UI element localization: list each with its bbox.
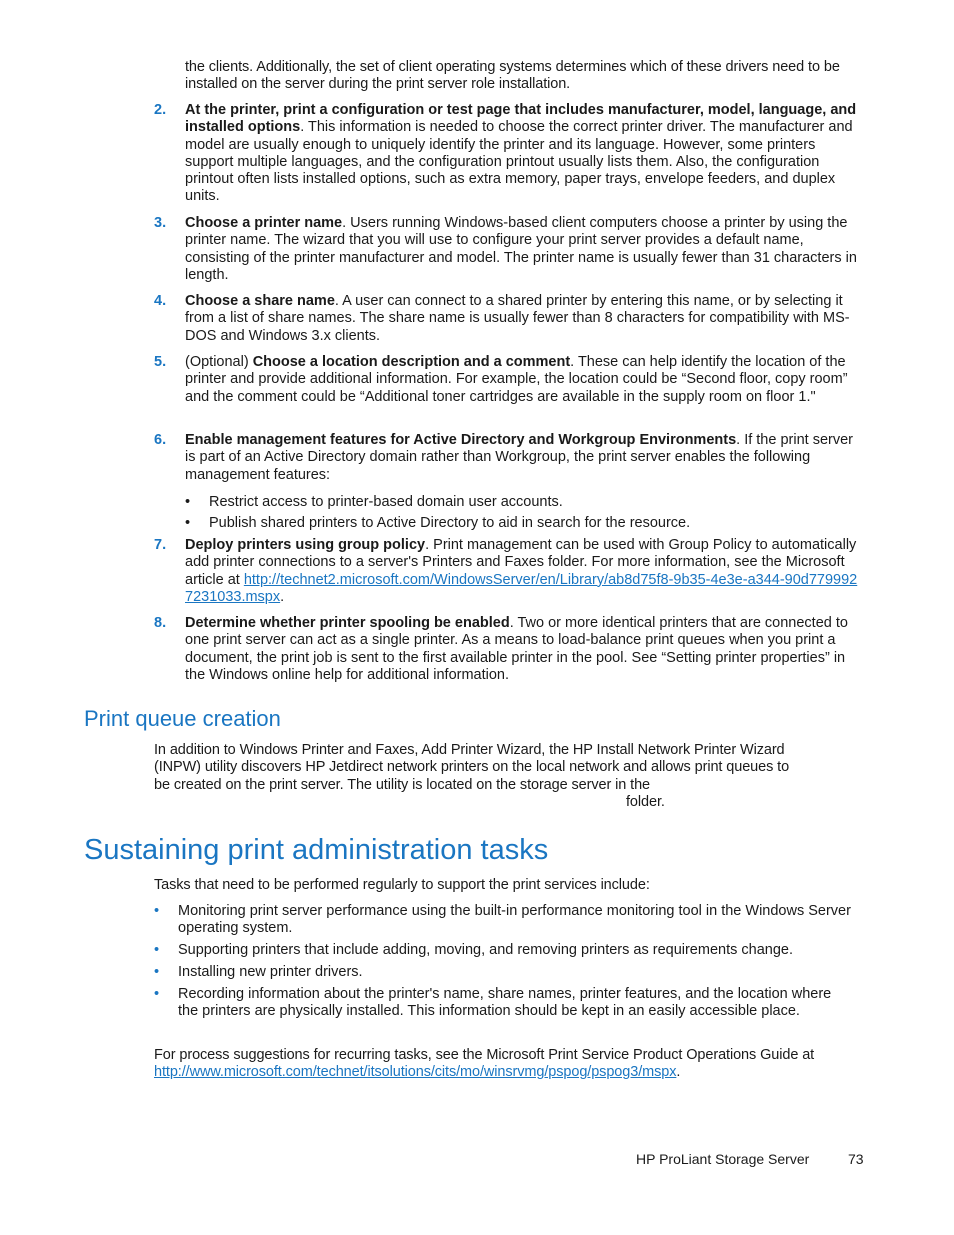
step-number: 5. — [154, 354, 167, 370]
page-heading: Sustaining print administration tasks — [84, 834, 549, 866]
step-text: . Print management can be used with Group Policy to automatically add printer connections to a server's Printers and Faxes folder. For more information, see the Microsoft article at — [185, 537, 857, 588]
step-text: . A user can connect to a shared printer by entering this name, or by selecting it from a list of share names. The share name is usually fewer than 8 characters for compatibility with MS-DOS and Windows 3.x clients. — [185, 293, 850, 344]
bullet-icon: • — [154, 986, 160, 1002]
bullet-item: • Publish shared printers to Active Directory to aid in search for the resource. — [185, 515, 691, 531]
step-prefix: (Optional) — [185, 354, 253, 370]
list-item: • Supporting printers that include adding, moving, and removing printers as requirements change. — [154, 942, 793, 958]
step-text: . If the print server is part of an Active Directory domain rather than Workgroup, the print server enables the following management features: — [185, 432, 853, 483]
closing-paragraph: For process suggestions for recurring tasks, see the Microsoft Print Service Product Operations Guide at http://www.microsoft.com/technet/itsolutions/cits/mo/winsrvmg/pspog/pspog3/mspx. — [154, 1047, 815, 1081]
step-heading: Choose a share name — [185, 293, 335, 309]
step-number: 4. — [154, 293, 167, 309]
page-number: 73 — [848, 1151, 864, 1167]
step-text: . Two or more identical printers that are connected to one print server can act as a single printer. As a means to load-balance print queues when you print a document, the print job is sent to the first available printer in the pool. See “Setting printer properties” in the Windows online help for additional information. — [185, 615, 848, 683]
step-heading: Deploy printers using group policy — [185, 537, 426, 553]
technet-article-link[interactable]: http://technet2.microsoft.com/WindowsServer/en/Library/ab8d75f8-9b35-4e3e-a344-90d7799927231033.mspx — [185, 571, 858, 605]
step-number: 8. — [154, 615, 167, 631]
list-item: • Installing new printer drivers. — [154, 964, 363, 980]
step-6 — [154, 432, 864, 484]
bullet-icon: • — [154, 942, 160, 958]
step-heading: Choose a location description and a comment — [252, 354, 571, 370]
step-number: 3. — [154, 215, 167, 231]
step-text: . Users running Windows-based client computers choose a printer by using the printer name. The wizard that you will use to configure your print server provides a default name, consisting of the printer manufacturer and model. The printer name is usually fewer than 31 characters in length. — [185, 215, 857, 283]
step-number: 6. — [154, 432, 167, 448]
bullet-item: • Restrict access to printer-based domain user accounts. — [185, 494, 563, 510]
pspog-guide-link[interactable]: http://www.microsoft.com/technet/itsolutions/cits/mo/winsrvmg/pspog/pspog3/mspx — [154, 1064, 677, 1081]
section-heading-print-queue: Print queue creation — [84, 706, 281, 731]
step-2 — [154, 102, 864, 206]
step-number: 2. — [154, 102, 167, 118]
step-text: . This information is needed to choose the correct printer driver. The manufacturer and model are usually enough to uniquely identify the printer and its language. However, some printers support multiple languages, and the configuration printout usually lists them. Also, the configuration printout often lists installed options, such as extra memory, paper trays, envelope feeders, and duplex units. — [185, 119, 853, 205]
step-number: 7. — [154, 537, 167, 553]
step-heading: Enable management features for Active Directory and Workgroup Environments — [185, 432, 737, 448]
bullet-icon: • — [185, 515, 191, 531]
step-heading: At the printer, print a configuration or test page that includes manufacturer, model, language, and installed options — [185, 102, 857, 136]
bullet-icon: • — [154, 903, 160, 919]
bullet-icon: • — [154, 964, 160, 980]
step-5 — [154, 354, 864, 406]
step-4 — [154, 293, 864, 345]
list-item: • Monitoring print server performance using the built-in performance monitoring tool in the Windows Server operating system. — [154, 903, 851, 937]
step-7: 7. Deploy printers using group policy. Print management can be used with Group Policy to automatically add printer connections to a server's Printers and Faxes folder. For more information, see the Microsoft article at http://technet2.microsoft.com/WindowsServer/en/Library/ab8d75f8-9b35-4e3e-a344-90d7799927231033.mspx. — [154, 537, 858, 605]
bullet-icon: • — [185, 494, 191, 510]
step-heading: Choose a printer name — [185, 215, 343, 231]
footer-product: HP ProLiant Storage Server — [636, 1151, 810, 1167]
step-text: . These can help identify the location of the printer and provide additional information. For example, the location could be “Second floor, copy room” and the comment could be “Additional toner cartridges are available in the supply room on floor 1." — [185, 354, 848, 405]
print-queue-paragraph: In addition to Windows Printer and Faxes, Add Printer Wizard, the HP Install Network Printer Wizard (INPW) utility discovers HP Jetdirect network printers on the local network and allows print queues to be created on the print server. The utility is located on the storage server in the folder. — [154, 742, 790, 810]
list-item: • Recording information about the printer's name, share names, printer features, and the location where the printers are physically installed. This information should be kept in an easily accessible place. — [154, 986, 832, 1020]
step-3 — [154, 215, 864, 284]
sustaining-intro: Tasks that need to be performed regularly to support the print services include: — [154, 877, 650, 893]
step-heading: Determine whether printer spooling be enabled — [185, 615, 510, 631]
step-8 — [154, 615, 864, 684]
intro-paragraph: the clients. Additionally, the set of client operating systems determines which of these drivers need to be installed on the server during the print server role installation. — [185, 59, 840, 93]
